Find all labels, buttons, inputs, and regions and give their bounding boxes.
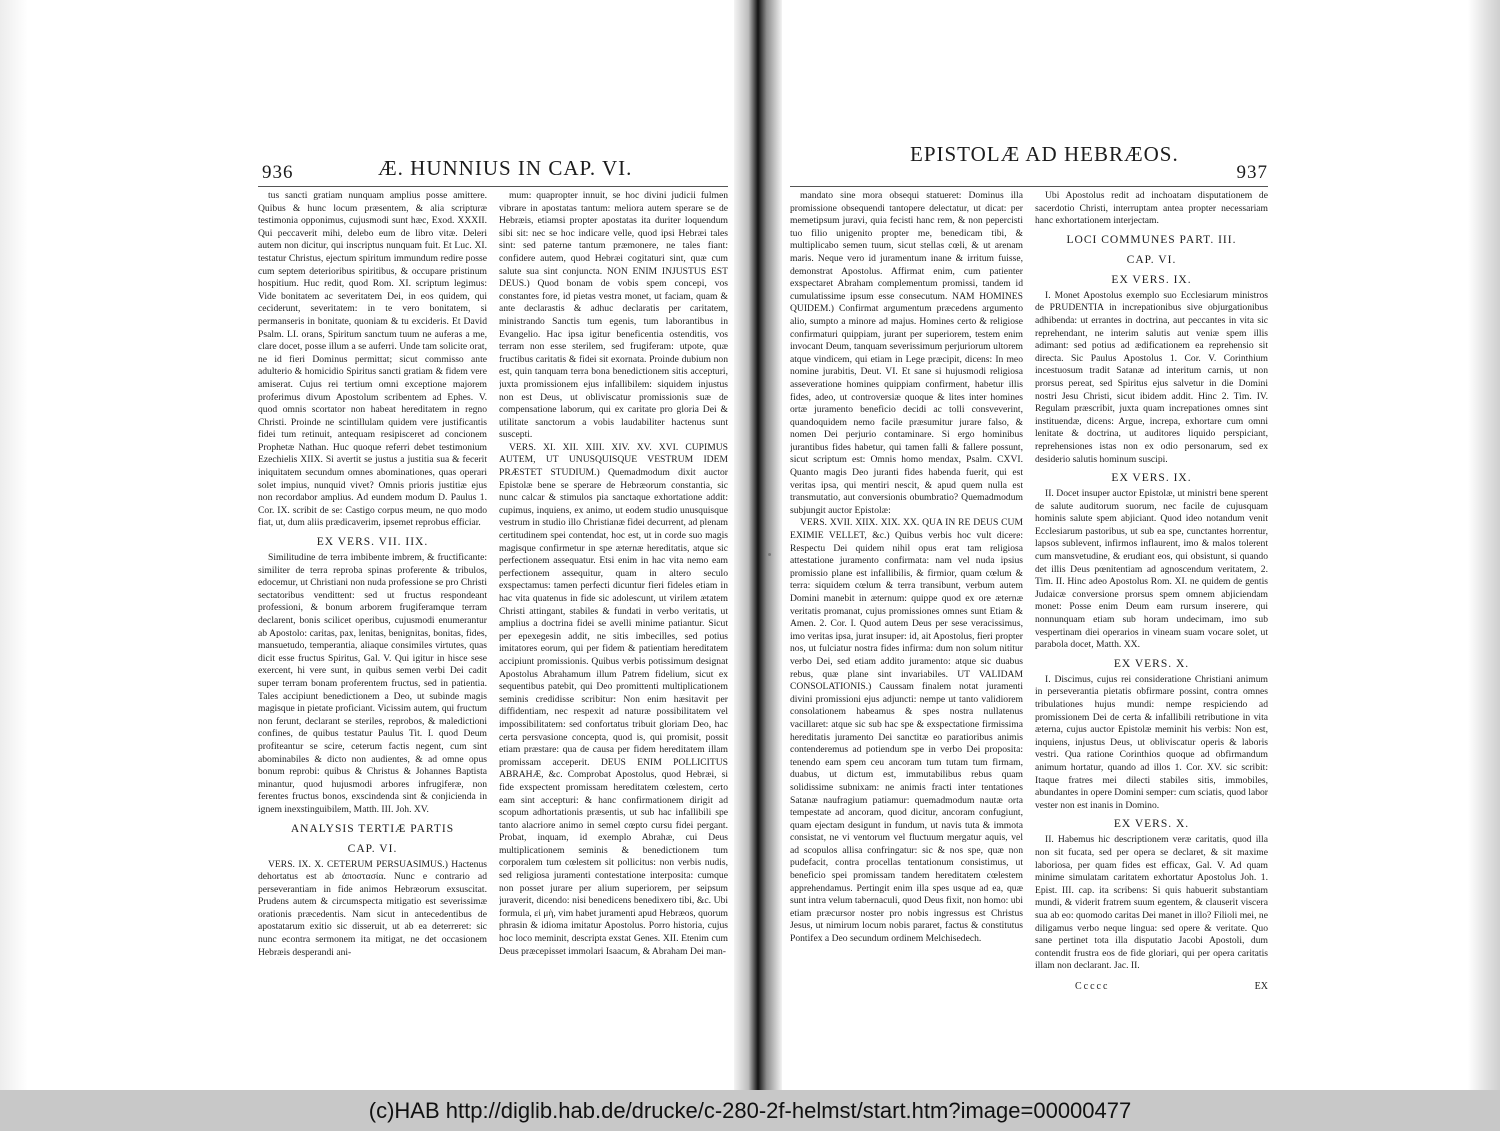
text-paragraph: mum: quapropter innuit, se hoc divini judicii fulmen vibrare in apostatas tantum: meliora autem sperare se de Hebræis, etiamsi propter apostatas ita duriter loquendum sibi sit: nec se hoc indicare velle, quod ipsi Hebræi tales sint: sed paterne tantum præmonere, ne tales fiant: confidere autem, quod Hebræi cogitaturi sint, quæ cum salute sua sint conjuncta. NON ENIM INJUSTUS EST DEUS.) Quod bonam de vobis spem concepi, vos constantes fore, id pietas vestra monet, ut faciam, quam & ante declarastis & adhuc declaratis per caritatem, ministrando Sanctis tum egenis, tum laborantibus in Evangelio. Hac ipsa igitur beneficentia ostenditis, vos terram non esse sterilem, sed frugiferam: utpote, quæ fructibus caritatis & fidei sit exornata. Proinde dubium non est, quin tanquam terra bona benedictionem sitis accepturi, juxta promissionem ejus infallibilem: siquidem injustus non est Deus, ut obliviscatur promissionis suæ de compensatione laborum, qui ex caritate pro gloria Dei & utilitate sanctorum a vobis laudabiliter hactenus sunt suscepti. [499, 190, 728, 441]
catchword: EX [1254, 980, 1268, 992]
section-heading: EX VERS. IX. [1111, 472, 1192, 485]
right-column-2-body [1035, 190, 1268, 973]
left-running-title: Æ. HUNNIUS IN CAP. VI. [378, 156, 633, 180]
section-heading: LOCI COMMUNES PART. III. [1066, 233, 1237, 246]
page-edge [1468, 0, 1500, 1090]
section-heading: EX VERS. IX. [1111, 273, 1192, 286]
text-paragraph: I. Monet Apostolus exemplo suo Ecclesiarum ministros de PRUDENTIA in increpationibus sive objurgationibus adhibenda: ut errantes in doctrina, aut peccantes in vita sic reprehendant, ne interim salutis aut veniæ spem illis adimant: sed potius ad ædificationem ea reprehensio sit directa. Sic Paulus Apostolus 1. Cor. V. Corinthium incestuosum tradit Satanæ ad interitum carnis, ut non prorsus pereat, sed Spiritus ejus salvetur in die Domini nostri Jesu Christi, sicut ibidem addit. Hinc 2. Tim. IV. Regulam præscribit, juxta quam increpationes omnes sint instituendæ, dicens: Argue, increpa, exhortare cum omni lenitate & doctrina, ut auditores liquido perspiciant, reprehensiones istas non ex odio personarum, sed ex desiderio salutis hominum suscipi. [1035, 289, 1268, 465]
right-page-number: 937 [1236, 162, 1268, 183]
text-paragraph: VERS. XVII. XIIX. XIX. XX. QUA IN RE DEUS CUM EXIMIE VELLET, &c.) Quibus verbis hoc vult dicere: Respectu Dei quidem nihil opus erat tam religiosa attestatione juramento confirmata: nam vel nuda ipsius promissio plane est infallibilis, & firmior, quam cœlum & terra: siquidem cœlum & terra transibunt, verbum autem Domini manebit in æternum: quippe quod ex ore æternæ veritatis promanat, cujus promissiones omnes sunt Etiam & Amen. 2. Cor. I. Quod autem Deus per sese veracissimus, imo veritas ipsa, jurat insuper: id, ait Apostolus, fieri propter nos, ut fulciatur nostra fides infirma: dum non solum nititur verbo Dei, sed etiam addito juramento: atque sic duabus rebus, quæ plane sint invariabiles. UT VALIDAM CONSOLATIONIS.) Caussam finalem notat juramenti divini promissioni ejus adjuncti: nempe ut tanto validiorem consolationem habeamus & spes nostra nullatenus vacillaret: atque sic sub hac spe & exspectatione firmissima hereditatis juramento Dei sanctitæ eo paratioribus animis contenderemus ad potiendum spe in verbo Dei proposita: tenendo eam spem ceu ancoram tum tutam tum firmam, duabus, ut dictum est, immutabilibus rebus quam solidissime subnixam: ne animis fracti inter tentationes Satanæ naufragium patiamur: quemadmodum nautæ orta tempestate ad ancoram, quod dicitur, ancoram confugiunt, quam ejectam desigunt in fundum, ut navis tuta & immota consistat, ne vi ventorum vel fluctuum mergatur aquis, vel ad scopulos allisa confringatur: sic & nos spe, quæ non pudefacit, contra procellas tentationum consistimus, ut beneficio spei promissam tandem hereditatem cœlestem apprehendamus. Pertingit enim illa spes usque ad ea, quæ sunt intra velum tabernaculi, quod Deus fixit, non homo: ubi etiam præcursor noster pro nobis ingressus est Christus Jesus, ut nimirum locum nobis pararet, factus & constitutus Pontifex a Deo secundum ordinem Melchisedech. [790, 517, 1023, 945]
watermark-text: (c)HAB http://diglib.hab.de/drucke/c-280-2f-helmst/start.htm?image=00000477 [368, 1097, 1132, 1123]
right-running-title: EPISTOLÆ AD HEBRÆOS. [910, 142, 1179, 166]
watermark-bar [0, 1090, 1500, 1131]
section-heading: EX VERS. X. [1113, 818, 1190, 831]
right-column-2 [1035, 190, 1268, 1050]
section-heading: EX VERS. VII. IIX. [316, 536, 429, 549]
right-column-1 [790, 190, 1023, 1050]
signature-line [1035, 981, 1268, 994]
left-page [258, 140, 728, 1050]
left-columns [258, 190, 728, 1050]
text-paragraph: I. Discimus, cujus rei consideratione Christiani animum in perseverantia pietatis obfirmare possint, contra omnes tribulationes hujus mundi: nempe respiciendo ad promissionem Dei de certa & infallibili retributione in vita æterna, cujus auctor Epistolæ meminit his verbis: Non est, inquiens, injustus Deus, ut obliviscatur operis & laboris vestri. Qua ratione Corinthios quoque ad obfirmandum animum hortatur, quando ad illos 1. Cor. XV. sic scribit: Itaque fratres mei dilecti stabiles sitis, immobiles, abundantes in opere Domini semper: cum sciatis, quod labor vester non est inanis in Domino. [1035, 673, 1268, 811]
section-heading: ANALYSIS TERTIÆ PARTIS [290, 822, 455, 835]
scan-speck [768, 553, 771, 556]
text-paragraph: tus sancti gratiam nunquam amplius posse amittere. Quibus & hunc locum præsentem, & alia scripturæ testimonia opponimus, cujusmodi sunt hæc, Exod. XXXII. Qui peccaverit mihi, delebo eum de libro vitæ. Deleri autem non dicitur, qui inscriptus nunquam fuit. Et Luc. XI. testatur Christus, ejectum spiritum immundum redire posse cum septem deterioribus spiritibus, & occupare pristinum hospitium. Huc redit, quod Rom. XI. scriptum legimus: Vide bonitatem ac severitatem Dei, in eos quidem, qui ceciderunt, severitatem: in te vero bonitatem, si permanseris in bonitate, quoniam & tu excideris. Et David Psalm. LI. orans, Spiritum sanctum tuum ne auferas a me, clare docet, posse illum a se auferri. Unde tam solicite orat, ne id fieri Dominus permittat; sicut commisso ante adulterio & homicidio Spiritus sancti gratiam & fidem vere amiserat. Cujus rei tertium omni exceptione majorem proferimus divum Apostolum scribentem ad Ephes. V. quod omnis scortator non habeat hereditatem in regno Christi. Proinde ne scintillulam quidem vere justificantis fidei tum retinuit, antequam resipisceret ad concionem Prophetæ Nathan. Huc quoque referri debet testimonium Ezechielis XIIX. Si avertit se justus a justitia sua & fecerit iniquitatem secundum omnes abominationes, quas operari solet impius, nunquid vivet? Omnis prioris justitiæ ejus non recordabor amplius. Ad eundem modum D. Paulus 1. Cor. IX. scribit de se: Castigo corpus meum, ne quo modo fiat, ut, dum aliis prædicaverim, ipsemet reprobus efficiar. [258, 190, 487, 529]
text-paragraph: II. Habemus hic descriptionem veræ caritatis, quod illa non sit fucata, sed per opera se declaret, & sit maxime laboriosa, per quam fides est efficax, Gal. V. Ad quam minime simulatam caritatem exhortatur Apostolus Joh. 1. Epist. III. cap. ita scribens: Si quis habuerit substantiam mundi, & viderit fratrem suum egentem, & clauserit viscera sua ab eo: quomodo caritas Dei manet in illo? Filioli mei, ne diligamus verbo neque lingua: sed opere & veritate. Quo sane pertinet tota illa disputatio Jacobi Apostoli, dum contendit frustra eos de fide gloriari, qui per opera caritatis illam non declarant. Jac. II. [1035, 834, 1268, 972]
right-running-head [790, 140, 1268, 187]
section-heading: CAP. VI. [347, 842, 398, 855]
left-running-head [258, 140, 728, 187]
text-paragraph: VERS. XI. XII. XIII. XIV. XV. XVI. CUPIMUS AUTEM, UT UNUSQUISQUE VESTRUM IDEM PRÆSTET STUDIUM.) Quemadmodum dixit auctor Epistolæ bene se sperare de Hebræorum constantia, sic nunc calcar & stimulos pia sanctaque exhortatione addit: cupimus, inquiens, ex animo, ut eodem studio unusquisque vestrum in studio illo Christianæ fidei decurrent, ad plenam certitudinem spei contendat, hoc est, ut in corde suo magis magisque confirmetur in spe æternæ hereditatis, atque sic perfectionem assequatur. Etsi enim in hac vita nemo eam perfectionem assequitur, quam in altero seculo exspectamus: tamen perfecti dicuntur fieri fideles etiam in hac vita quatenus in fide sic adolescunt, ut virilem ætatem Christi attingant, stabiles & fundati in verbo veritatis, ut amplius a doctrina fidei se avelli minime patiantur. Sicut per epexegesin addit, ne sitis imbecilles, sed potius imitatores eorum, qui per fidem & patientiam hereditatem accipiunt promissionis. Quibus verbis potissimum designat Apostolus Abrahamum illum Patrem fidelium, sicut ex sequentibus patebit, qui Deo promittenti multiplicationem seminis credidisse scribitur: Non enim hæsitavit per diffidentiam, nec respexit ad naturæ possibilitatem vel impossibilitatem: sed confortatus tribuit gloriam Deo, hac certa persvasione concepta, quod is, qui promisit, possit etiam præstare: qua de causa per fidem hereditatem illam promissam acceperit. DEUS ENIM POLLICITUS ABRAHÆ, &c. Comprobat Apostolus, quod Hebræi, si fide exspectent promissam hereditatem cœlestem, certo eam sint accepturi: & hanc confirmationem dirigit ad scopum adhortationis præsentis, ut sub hac infallibili spe tanto alacriore animo in semel cœpto cursu fidei pergant. Probat, inquam, id exemplo Abrahæ, cui Deus multiplicationem seminis & benedictionem tum corporalem tum cœlestem sit pollicitus: non verbis nudis, sed religiosa juramenti contestatione interposita: cumque non posset jurare per alium superiorem, per seipsum juraverit, dicendo: nisi benedicens benedixero tibi, &c. Ubi formula, εἰ μὴ, vim habet juramenti apud Hebræos, quorum phrasin & idioma imitatur Apostolus. Porro historia, cujus hoc loco meminit, descripta exstat Genes. XII. Etenim cum Deus præcepisset immolari Isaacum, & Abraham Dei man- [499, 441, 728, 957]
right-columns [790, 190, 1268, 1050]
book-gutter [734, 0, 782, 1090]
right-page [790, 140, 1268, 1050]
left-column-1 [258, 190, 487, 1050]
left-page-number: 936 [262, 162, 294, 183]
signature-mark: Ccccc [1075, 980, 1110, 992]
text-paragraph: mandato sine mora obsequi statueret: Dominus illa promissione obsequendi tantopere delectatur, ut dicat: per memetipsum juravi, quia fecisti hanc rem, & non pepercisti tuo filio unigenito propter me, benedicam tibi, & multiplicabo semen tuum, sicut stellas cœli, & ut arenam maris. Neque vero id juramentum inane & irritum fuisse, demonstrat Apostolus. Affirmat enim, cum patienter exspectaret Abraham complementum promissi, tandem id cumulatissime ipsum esse consecutum. NAM HOMINES QUIDEM.) Confirmat argumentum præcedens argumento alio, sumpto a minore ad majus. Homines certo & religiose confirmaturi quippiam, jurant per superiorem, testem enim invocant Deum, tanquam severissimum perjuriorum ultorem atque vindicem, qui etiam in Lege præcipit, dicens: In meo nomine jurabitis, Deut. VI. Et sane si hujusmodi religiosa asseveratione homines quippiam confirment, habetur illis fides, adeo, ut controversiæ quoque & lites inter homines ortæ juramento beneficio decidi ac tolli consveverint, quandoquidem nemo facile præsumitur jurare falso, & nomen Dei perjurio contaminare. Si ergo hominibus jurantibus fides habetur, qui tamen falli & fallere possunt, sicut scriptum est: Omnis homo mendax, Psalm. CXVI. Quanto magis Deo juranti fides habenda fuerit, qui est veritas ipsa, qui mentiri nescit, & apud quem nulla est transmutatio, aut conversionis obumbratio? Quemadmodum subjungit auctor Epistolæ: [790, 190, 1023, 516]
section-heading: CAP. VI. [1126, 253, 1177, 266]
section-heading: EX VERS. X. [1113, 657, 1190, 670]
text-paragraph: VERS. IX. X. CETERUM PERSUASIMUS.) Hactenus dehortatus est ab ἀποστασία. Nunc e contrario ad perseverantiam in fide animos Hebræorum exsuscitat. Prudens autem & circumspecta mitigatio est severissimæ orationis præcedentis. Nam sicut in antecedentibus de apostatarum exitio sic disseruit, ut ab ea deterreret: sic nunc econtra sermonem ita mitigat, ne det occasionem Hebræis desperandi ani- [258, 858, 487, 958]
text-paragraph: Ubi Apostolus redit ad inchoatam disputationem de sacerdotio Christi, interruptam antea propter necessariam hanc exhortationem interjectam. [1035, 190, 1268, 227]
left-column-2 [499, 190, 728, 1050]
text-paragraph: II. Docet insuper auctor Epistolæ, ut ministri bene sperent de salute auditorum suorum, nec facile de cujusquam hominis salute spem abjiciant. Quod ideo notandum venit Ecclesiarum pastoribus, ut sub ea spe, cunctantes horrentur, lapsos sublevent, infirmos inflaurent, imo & malos tolerent cum mansvetudine, & erudiant eos, qui obsistunt, si quando det illis Deus pœnitentiam ad agnoscendum veritatem, 2. Tim. II. Hinc adeo Apostolus Rom. XI. ne quidem de gentis Judaicæ conversione prorsus spem omnem abjiciendam monet: Posse enim Deum eam rursum inserere, qui nonnunquam etiam sub horam undecimam, imo sub vespertinam diei operarios in vineam suam vocare solet, ut parabola docet, Matth. XX. [1035, 488, 1268, 651]
text-paragraph: Similitudine de terra imbibente imbrem, & fructificante: similiter de terra reproba spinas proferente & tribulos, edocemur, ut Christiani non nuda professione se pro Christi sectatoribus vendittent: sed ut fructus respondeant professioni, & bonum arborem frugiferamque terram declarent, bonis scilicet operibus, cujusmodi enumerantur ab Apostolo: caritas, pax, lenitas, benignitas, bonitas, fides, mansuetudo, temperantia, aliaque consimiles virtutes, quas dicit esse fructus Spiritus, Gal. V. Qui igitur in hisce sese exercent, hi vere sunt, in quibus semen verbi Dei cadit super terram bonam proferentem fructus, sed in patientia. Tales accipiunt benedictionem a Deo, ut subinde magis magisque in pietate proficiant. Vicissim autem, qui fructum non ferunt, declarant se steriles, reprobos, & maledictioni confines, de quibus testatur Paulus Tit. I. quod Deum profiteantur se scire, ceterum factis negent, cum sint abominabiles & dicto non audientes, & ad omne opus bonum reprobi: quibus & Christus & Johannes Baptista minantur, quod hujusmodi arbores infrugiferæ, non ferentes fructus bonos, exscindenda sint & conjicienda in ignem inexstinguibilem, Matth. III. Joh. XV. [258, 552, 487, 815]
